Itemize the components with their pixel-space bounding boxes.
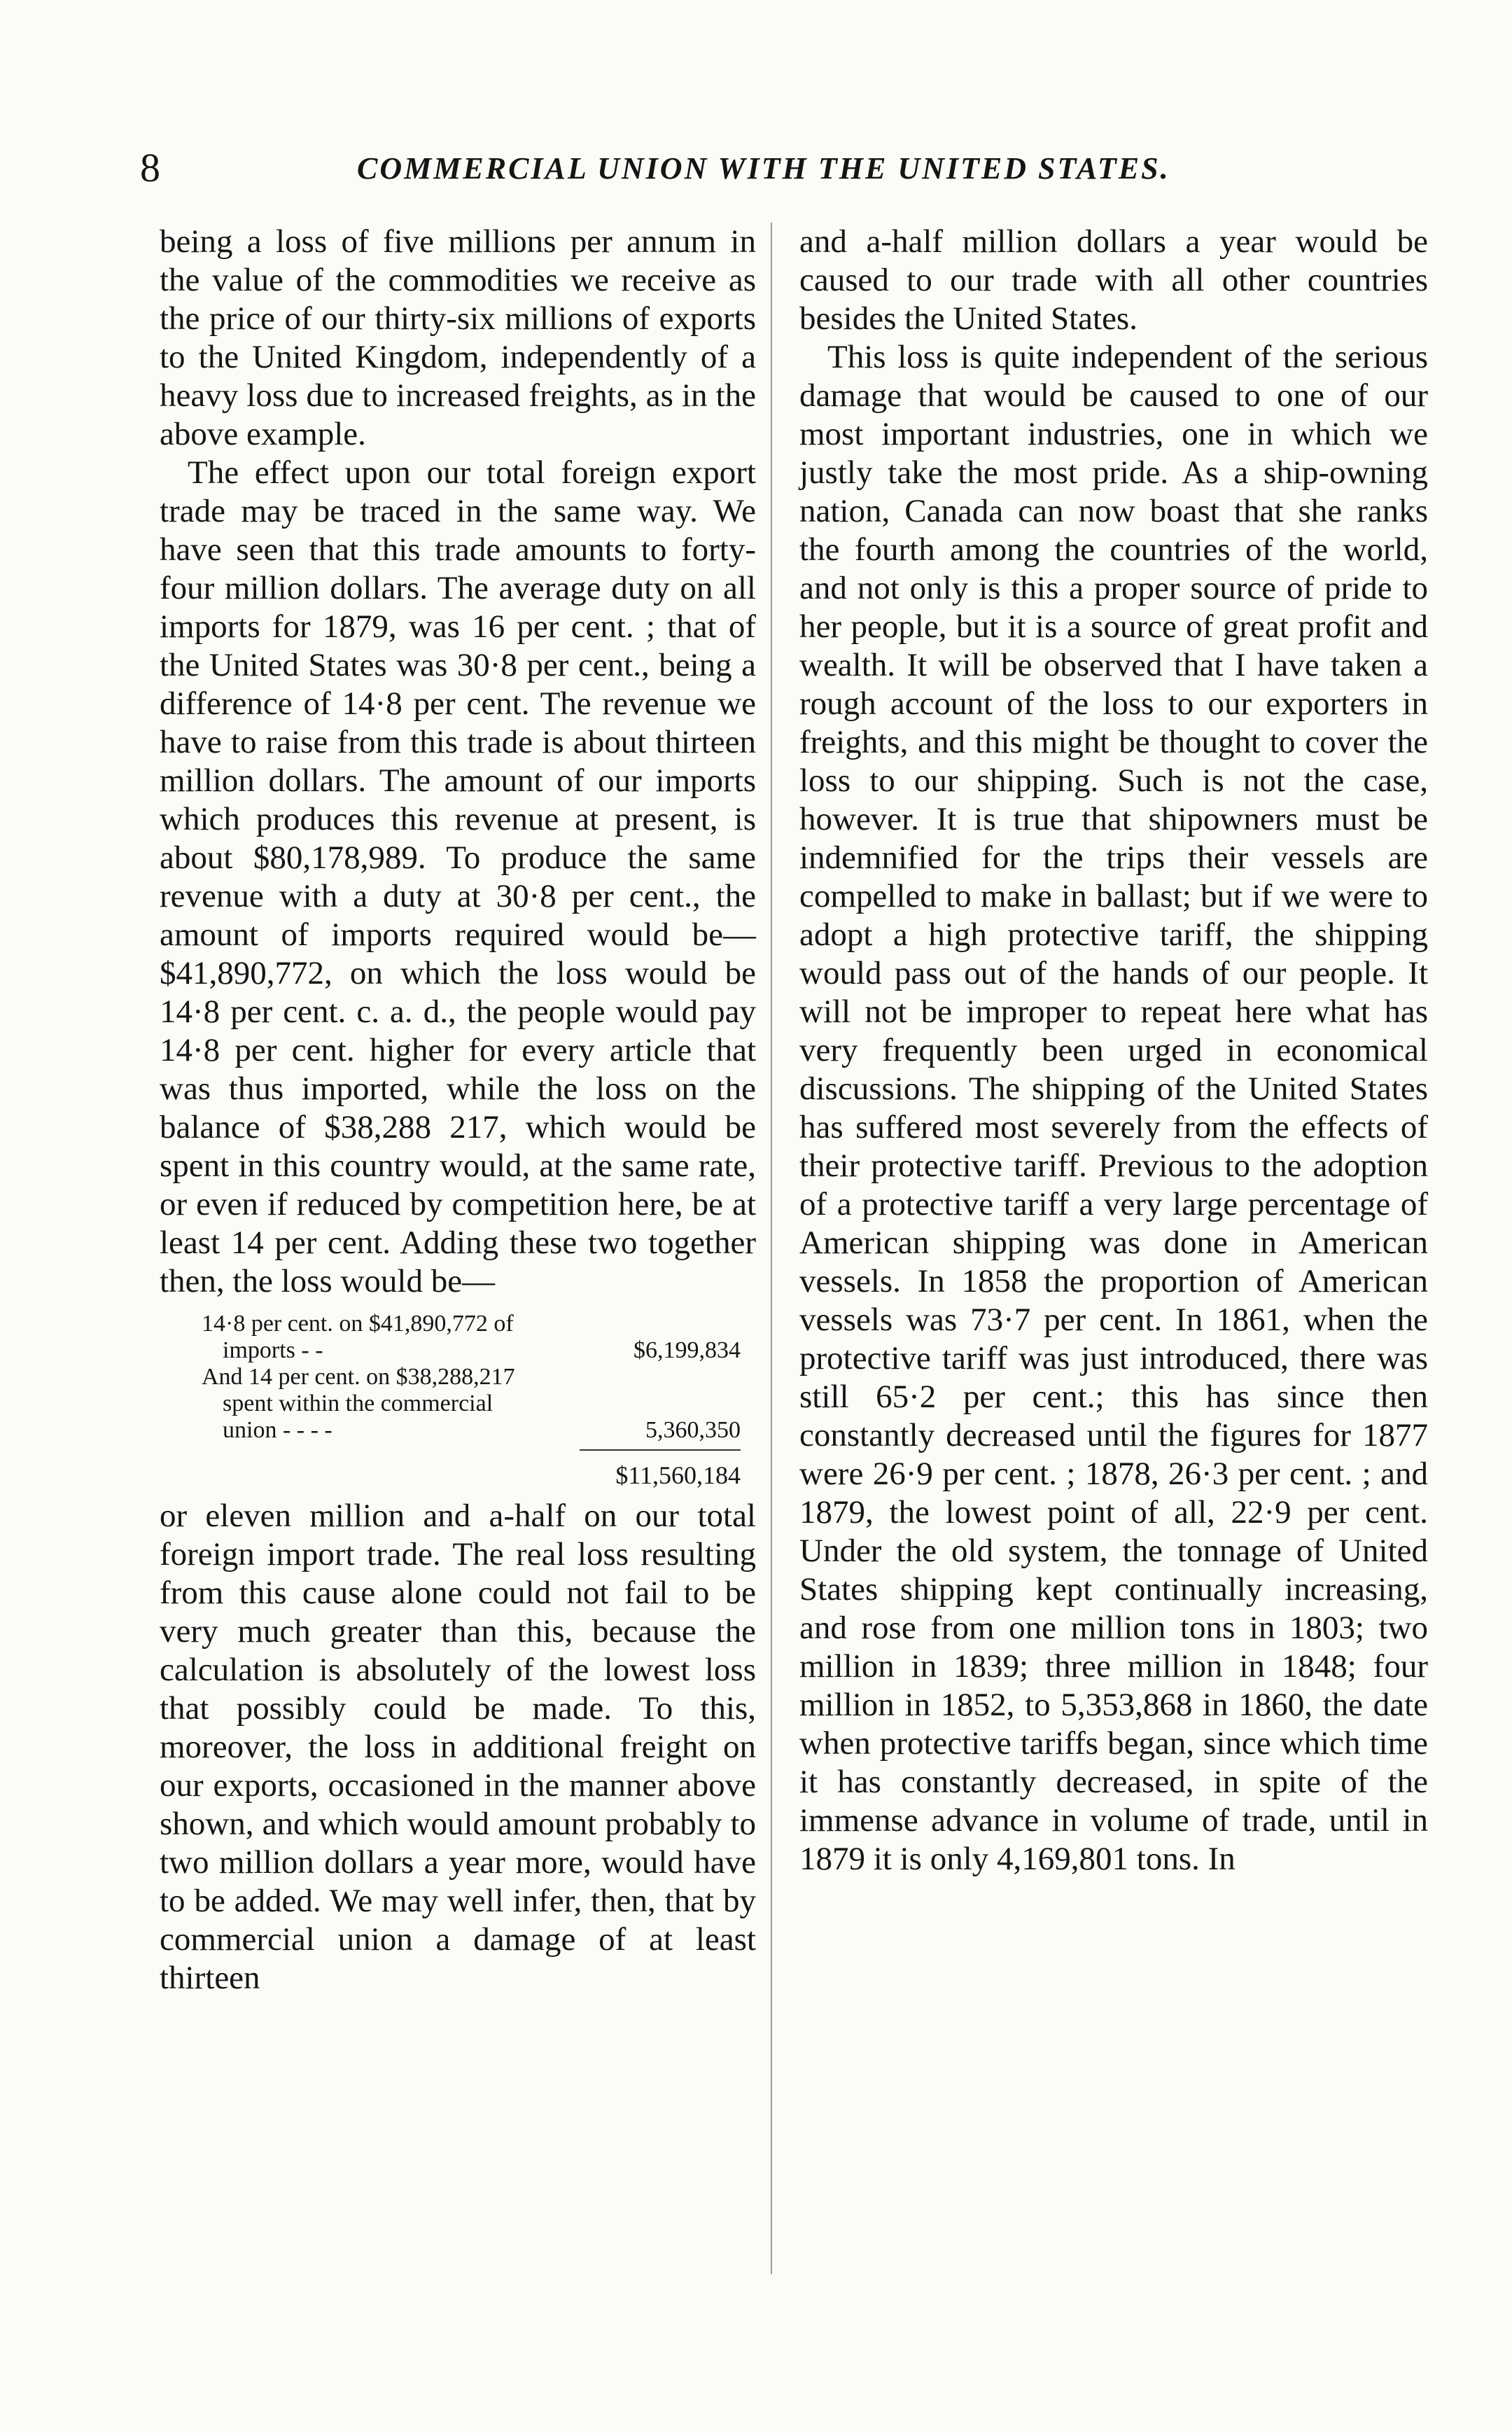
calc-line-2: imports - - (223, 1337, 323, 1363)
page-header (140, 144, 1428, 200)
page-number: 8 (140, 145, 160, 190)
calc-line-5: union - - - - (223, 1417, 332, 1443)
right-column (799, 223, 1428, 1878)
left-column (160, 223, 756, 1998)
loss-calculation (160, 1311, 741, 1489)
calc-line-1: 14·8 per cent. on $41,890,772 of (202, 1311, 514, 1337)
calc-row-2 (202, 1364, 741, 1444)
right-paragraph-1: and a-half million dollars a year would be caused to our trade with all other countries besides the United States. (799, 223, 1428, 337)
calc-amount-2: 5,360,350 (645, 1417, 741, 1443)
left-paragraph-2: The effect upon our total foreign export trade may be traced in the same way. We have seen that this trade amounts to forty-four million dollars. The average duty on all imports for 1879, was 16 per cent. ; that of the United States was 30·8 per cent., being a difference of 14·8 per cent. The revenue we have to raise from this trade is about thirteen million dollars. The amount of our imports which produces this revenue at present, is about $80,178,989. To produce the same revenue with a duty at 30·8 per cent., the amount of imports required would be—$41,890,772, on which the loss would be 14·8 per cent. c. a. d., the people would pay 14·8 per cent. higher for every article that was thus imported, while the loss on the balance of $38,288 217, which would be spent in this country would, at the same rate, or even if reduced by competition here, be at least 14 per cent. Adding these two together then, the loss would be— (160, 454, 756, 1299)
calc-total: $11,560,184 (615, 1461, 741, 1489)
left-paragraph-1: being a loss of five millions per annum in the value of the commodities we receive as the price of our thirty-six millions of exports to the United Kingdom, independently of a heavy loss due to increased freights, as in the above example. (160, 223, 756, 452)
calc-row-1 (202, 1311, 741, 1364)
calc-line-3: And 14 per cent. on $38,288,217 (202, 1364, 515, 1390)
column-divider (771, 223, 772, 2274)
calc-amount-1: $6,199,834 (634, 1337, 741, 1363)
left-paragraph-3: or eleven million and a-half on our total foreign import trade. The real loss resulting from this cause alone could not fail to be very much greater than this, because the calculation is absolutely of the lowest loss that possibly could be made. To this, moreover, the loss in additional freight on our exports, occasioned in the manner above shown, and which would amount probably to two million dollars a year more, would have to be added. We may well infer, then, that by commercial union a damage of at least thirteen (160, 1498, 756, 1996)
running-title: COMMERCIAL UNION WITH THE UNITED STATES. (357, 151, 1170, 186)
right-paragraph-2: This loss is quite independent of the serious damage that would be caused to one of our most important industries, one in which we justly take the most pride. As a ship-owning nation, Canada can now boast that she ranks the fourth among the countries of the world, and not only is this a proper source of pride to her people, but it is a source of great profit and wealth. It will be observed that I have taken a rough account of the loss to our exporters in freights, and this might be thought to cover the loss to our shipping. Such is not the case, however. It is true that shipowners must be indemnified for the trips their vessels are compelled to make in ballast; but if we were to adopt a high protective tariff, the shipping would pass out of the hands of our people. It will not be improper to repeat here what has very frequently been urged in economical discussions. The shipping of the United States has suffered most severely from the effects of their protective tariff. Previous to the adoption of a protective tariff a very large percentage of American shipping was done in American vessels. In 1858 the proportion of American vessels was 73·7 per cent. In 1861, when the protective tariff was just introduced, there was still 65·2 per cent.; this has since then constantly decreased until the figures for 1877 were 26·9 per cent. ; 1878, 26·3 per cent. ; and 1879, the lowest point of all, 22·9 per cent. Under the old system, the tonnage of United States shipping kept continually increasing, and rose from one million tons in 1803; two million in 1839; three million in 1848; four million in 1852, to 5,353,868 in 1860, the date when protective tariffs began, since which time it has constantly decreased, in spite of the immense advance in volume of trade, until in 1879 it is only 4,169,801 tons. In (799, 339, 1428, 1877)
calc-line-4: spent within the commercial (223, 1390, 493, 1416)
